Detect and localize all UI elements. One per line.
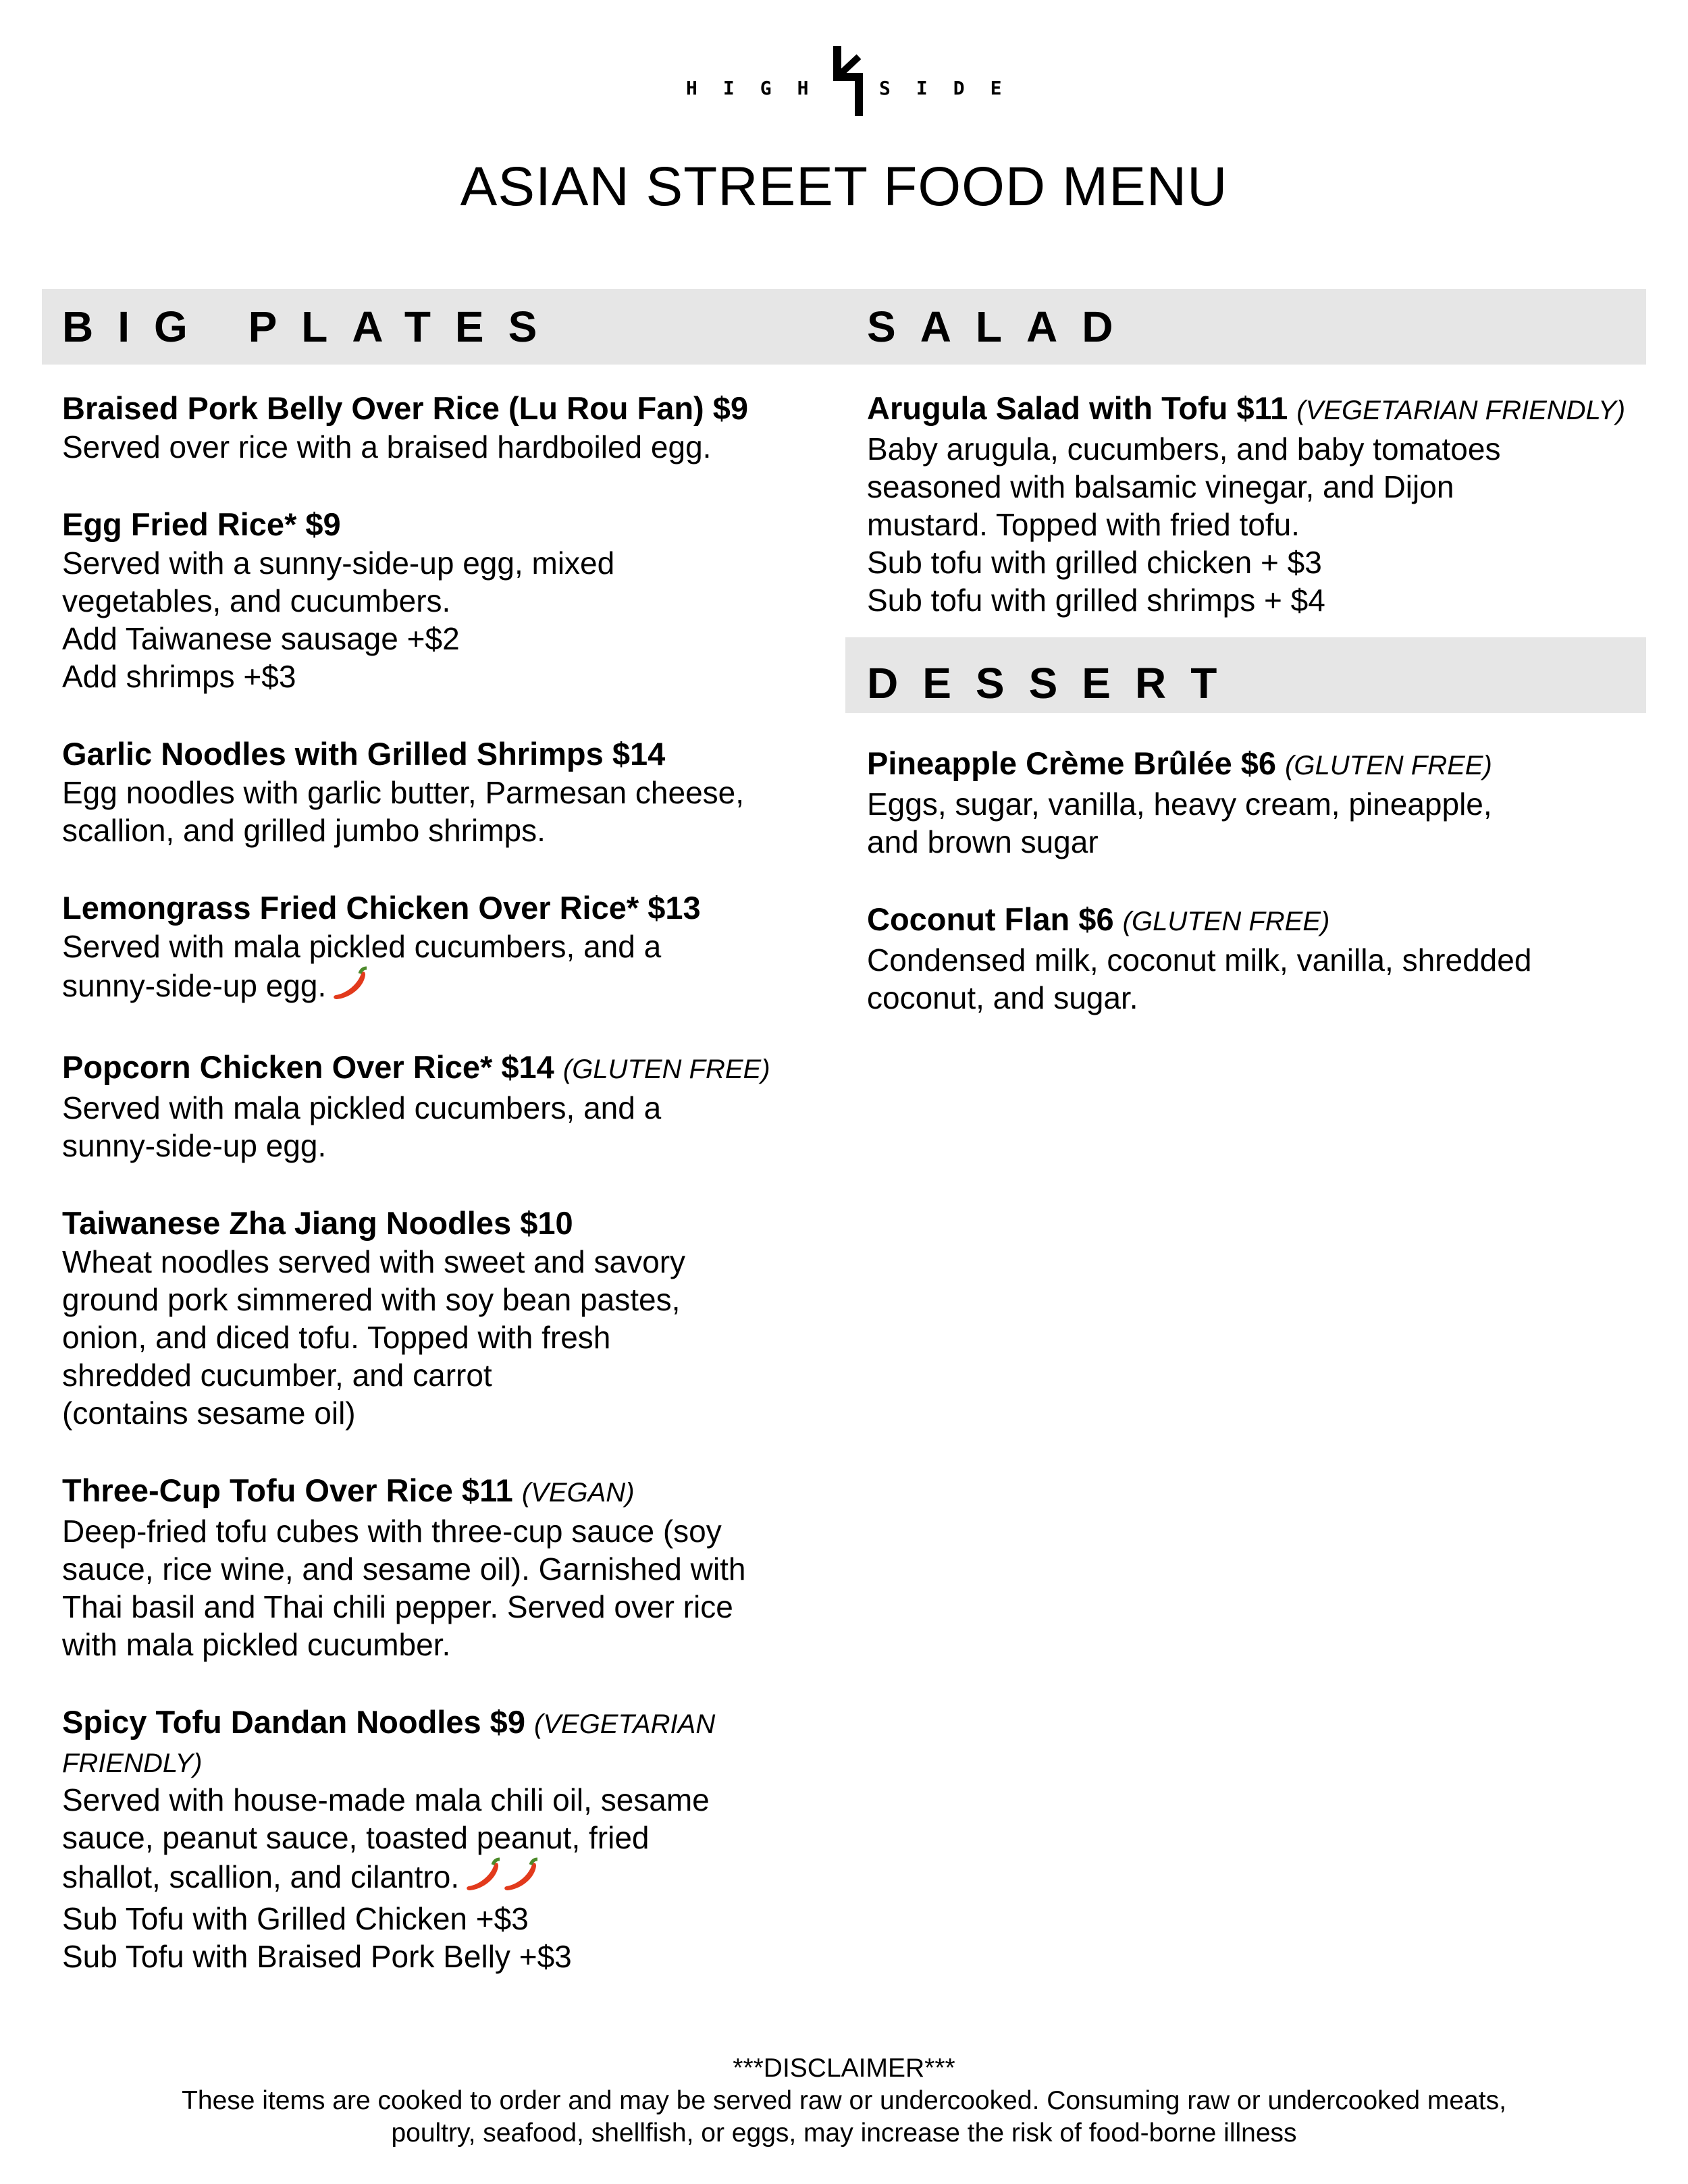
item-description: Served over rice with a braised hardboiled egg. [62, 429, 712, 464]
item-addon: Sub Tofu with Braised Pork Belly +$3 [62, 1939, 572, 1974]
item-description: Thai basil and Thai chili pepper. Served over rice [62, 1589, 733, 1624]
item-name: Taiwanese Zha Jiang Noodles $10 [62, 1205, 573, 1241]
item-name: Arugula Salad with Tofu $11 [867, 390, 1288, 426]
item-description: onion, and diced tofu. Topped with fresh [62, 1320, 611, 1355]
item-tag: (VEGETARIAN FRIENDLY) [1296, 396, 1626, 425]
item-tag: (VEGAN) [521, 1478, 635, 1508]
dessert-column [867, 744, 1643, 1056]
item-tag: (VEGETARIAN [534, 1709, 716, 1739]
item-title [867, 900, 1643, 941]
item-title [62, 735, 832, 774]
menu-item [62, 1471, 832, 1663]
item-tag-continued [62, 1744, 832, 1781]
chili-pepper-icon [501, 1857, 539, 1900]
menu-item [62, 735, 832, 849]
logo-text-right: SIDE [879, 77, 1028, 99]
item-description: seasoned with balsamic vinegar, and Dijon [867, 469, 1454, 504]
item-name: Coconut Flan $6 [867, 901, 1114, 937]
section-heading-big-plates: BIG PLATES [62, 302, 562, 351]
item-description: sunny-side-up egg. [62, 1128, 327, 1163]
brand-logo [682, 43, 1028, 124]
item-addon: Sub Tofu with Grilled Chicken +$3 [62, 1901, 529, 1936]
item-title [62, 1204, 832, 1243]
item-description: sauce, peanut sauce, toasted peanut, fried [62, 1820, 650, 1855]
item-addon: Sub tofu with grilled shrimps + $4 [867, 583, 1325, 618]
menu-item [62, 505, 832, 695]
menu-item [62, 1048, 832, 1165]
stylized-s-logo-icon [825, 43, 866, 119]
item-addon: Sub tofu with grilled chicken + $3 [867, 545, 1322, 580]
item-description: with mala pickled cucumber. [62, 1627, 451, 1662]
item-description: and brown sugar [867, 824, 1099, 859]
item-name: Spicy Tofu Dandan Noodles $9 [62, 1704, 525, 1740]
item-tag: FRIENDLY) [62, 1749, 203, 1778]
menu-item [62, 1703, 832, 1975]
menu-item [867, 744, 1643, 861]
item-description: Served with house-made mala chili oil, sesame [62, 1782, 710, 1817]
disclaimer-text: These items are cooked to order and may be served raw or undercooked. Consuming raw or undercooked meats, [182, 2086, 1506, 2115]
item-addon: Add shrimps +$3 [62, 659, 296, 694]
item-title [62, 1048, 832, 1089]
item-description: coconut, and sugar. [867, 980, 1138, 1015]
item-tag: (GLUTEN FREE) [1122, 907, 1330, 936]
item-title [62, 888, 832, 928]
chili-pepper-icon [330, 965, 368, 1009]
big-plates-column [62, 389, 832, 2015]
item-description: scallion, and grilled jumbo shrimps. [62, 813, 546, 848]
item-tag: (GLUTEN FREE) [562, 1055, 770, 1084]
item-description: Condensed milk, coconut milk, vanilla, shredded [867, 942, 1532, 978]
item-title [62, 1703, 832, 1744]
item-name: Garlic Noodles with Grilled Shrimps $14 [62, 736, 666, 772]
item-description: Served with mala pickled cucumbers, and a [62, 1090, 662, 1125]
item-title [62, 1471, 832, 1512]
item-description: (contains sesame oil) [62, 1395, 356, 1431]
item-description: sunny-side-up egg. [62, 968, 327, 1003]
menu-item [62, 1204, 832, 1432]
item-description: shallot, scallion, and cilantro. [62, 1859, 460, 1894]
item-description-line [62, 965, 832, 1009]
item-description: ground pork simmered with soy bean pastes, [62, 1282, 681, 1317]
item-description: Served with mala pickled cucumbers, and a [62, 929, 662, 964]
section-heading-salad: SALAD [867, 302, 1138, 351]
item-title [62, 389, 832, 428]
item-title [867, 744, 1643, 785]
menu-item [867, 389, 1643, 619]
menu-item [62, 888, 832, 1009]
item-title [867, 389, 1643, 430]
menu-item [867, 900, 1643, 1017]
item-addon: Add Taiwanese sausage +$2 [62, 621, 460, 656]
item-name: Lemongrass Fried Chicken Over Rice* $13 [62, 890, 701, 926]
logo-text-left: HIGH [686, 77, 835, 99]
chili-pepper-icon [463, 1857, 501, 1900]
item-description: Eggs, sugar, vanilla, heavy cream, pineapple, [867, 787, 1492, 822]
item-description: sauce, rice wine, and sesame oil). Garnished with [62, 1551, 746, 1587]
menu-item [62, 389, 832, 466]
page-title: ASIAN STREET FOOD MENU [460, 156, 1228, 217]
item-name: Three-Cup Tofu Over Rice $11 [62, 1472, 513, 1508]
item-description: Wheat noodles served with sweet and savory [62, 1244, 686, 1279]
item-name: Popcorn Chicken Over Rice* $14 [62, 1049, 554, 1085]
item-title [62, 505, 832, 544]
item-name: Egg Fried Rice* $9 [62, 506, 341, 542]
item-description: shredded cucumber, and carrot [62, 1358, 492, 1393]
item-description: vegetables, and cucumbers. [62, 583, 451, 618]
item-description: Served with a sunny-side-up egg, mixed [62, 545, 615, 581]
salad-column [867, 389, 1643, 658]
item-description: Deep-fried tofu cubes with three-cup sauce (soy [62, 1514, 722, 1549]
disclaimer-heading: ***DISCLAIMER*** [733, 2054, 955, 2083]
item-name: Braised Pork Belly Over Rice (Lu Rou Fan) $9 [62, 390, 749, 426]
item-description: mustard. Topped with fried tofu. [867, 507, 1300, 542]
item-description: Baby arugula, cucumbers, and baby tomatoes [867, 431, 1501, 467]
disclaimer-text: poultry, seafood, shellfish, or eggs, may increase the risk of food-borne illness [391, 2119, 1297, 2148]
disclaimer [0, 2052, 1688, 2150]
item-tag: (GLUTEN FREE) [1285, 751, 1492, 780]
item-description-line [62, 1857, 832, 1900]
section-heading-dessert: DESSERT [867, 659, 1242, 708]
item-description: Egg noodles with garlic butter, Parmesan cheese, [62, 775, 745, 810]
item-name: Pineapple Crème Brûlée $6 [867, 745, 1277, 781]
